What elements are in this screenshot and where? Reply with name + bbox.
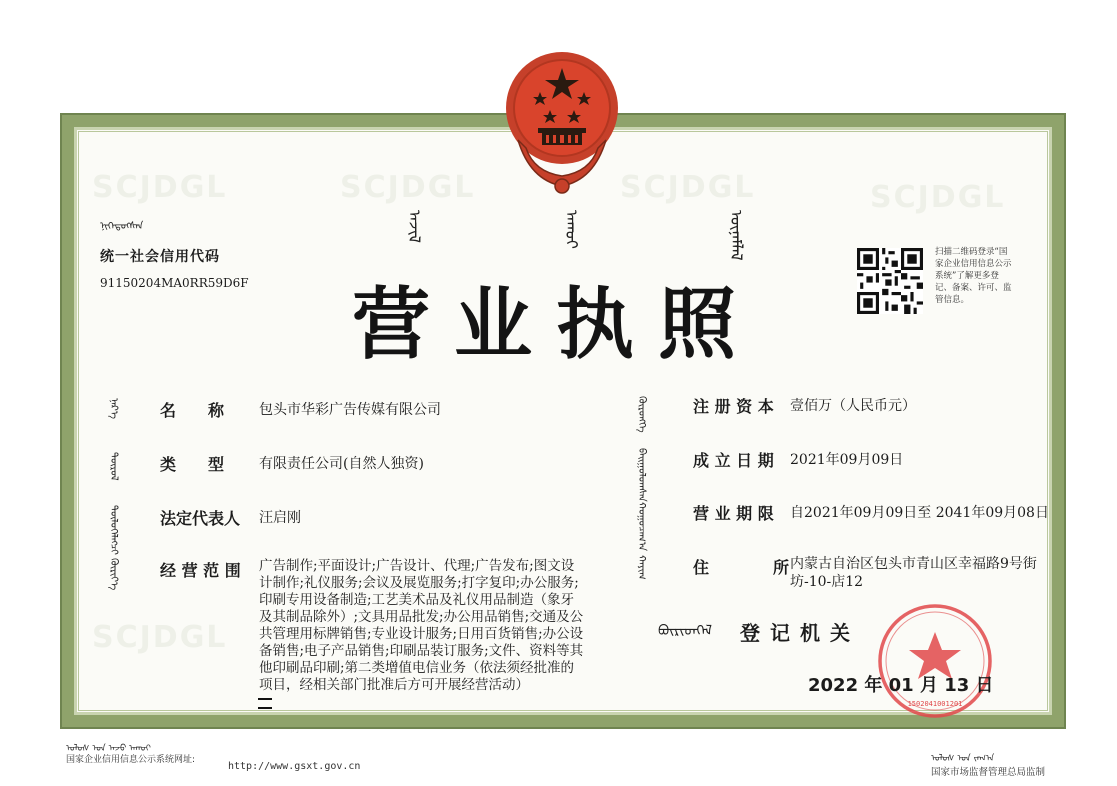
scope-value: 广告制作;平面设计;广告设计、代理;广告发布;图文设计制作;礼仪服务;会议及展览服务;打字复印;办公服务;印刷专用设备制造;工艺美术品及礼仪用品制造（象牙及其制品除外）;文具用品批发;办公用品销售;交通及公共管理用标牌销售;专业设计服务;日用百货销售;办公设备销售;电子产品销售;印刷品装订服务;文件、资料等其他印刷品印刷;第二类增值电信业务（依法须经批准的项目，经相关部门批准后方可开展经营活动） <box>259 558 584 693</box>
issue-date: 2022 年 01 月 13 日 <box>808 675 994 696</box>
legal-rep-value: 汪启刚 <box>259 510 301 526</box>
type-value: 有限责任公司(自然人独资) <box>259 456 424 472</box>
national-emblem <box>500 40 624 198</box>
legal-rep-label: 法定代表人 <box>160 509 241 528</box>
name-label: 名 称 <box>160 401 225 420</box>
mongolian-script-name: ᠨᠡᠷ᠎ᠡ <box>108 398 119 420</box>
mongolian-script-scope: ᠬᠦᠷᠢᠶ᠎ᠡ <box>108 558 119 591</box>
scope-label: 经 营 范 围 <box>160 561 241 580</box>
footer-url[interactable]: http://www.gsxt.gov.cn <box>228 761 361 772</box>
address-value: 内蒙古自治区包头市青山区幸福路9号街坊-10-店12 <box>790 556 1037 590</box>
authority-label: 登记机关 <box>740 621 860 645</box>
mongolian-script-title-right: ᠦᠨᠡᠮᠯᠡᠯ <box>727 210 746 261</box>
background-watermark: SCJDGL <box>92 170 228 205</box>
qr-code[interactable] <box>857 248 923 314</box>
qr-note: 扫描二维码登录“国家企业信用信息公示系统”了解更多登记、备案、许可、监管信息。 <box>935 247 1012 305</box>
address-label: 住 所 <box>693 558 790 577</box>
mongolian-script-legal-rep: ᠲᠥᠯᠥᠭᠡᠯᠡᠭᠴᠢ <box>108 505 119 555</box>
term-label: 营 业 期 限 <box>693 504 774 523</box>
name-value: 包头市华彩广告传媒有限公司 <box>259 402 441 418</box>
official-seal <box>876 602 994 720</box>
background-watermark: SCJDGL <box>340 170 476 205</box>
established-value: 2021年09月09日 <box>790 452 904 468</box>
term-value: 自2021年09月09日至 2041年09月08日 <box>790 505 1049 521</box>
continuation-mark <box>258 698 272 709</box>
background-watermark: SCJDGL <box>92 620 228 655</box>
mongolian-script-uscc-label: ᠨᠢᠭᠡᠳᠦᠭᠰᠡᠨ <box>100 221 144 232</box>
mongolian-script-address: ᠬᠠᠶᠢᠭ <box>636 555 647 580</box>
mongolian-script-title-mid: ᠠᠬᠤᠢ <box>562 210 581 249</box>
mongolian-script-capital: ᠬᠥᠷᠥᠩᠭᠡ <box>636 396 647 433</box>
capital-label: 注 册 资 本 <box>693 397 774 416</box>
background-watermark: SCJDGL <box>870 180 1006 215</box>
uscc-label: 统一社会信用代码 <box>100 249 220 265</box>
capital-value: 壹佰万（人民币元） <box>790 398 916 414</box>
mongolian-script-footer-left: ᠤᠯᠤᠰ ᠤᠨ ᠠᠵᠤ ᠠᠬᠤᠢ <box>66 744 151 754</box>
footer-site-label: 国家企业信用信息公示系统网址: <box>66 755 196 765</box>
mongolian-script-title-left: ᠠᠵᠢᠯ <box>405 210 424 243</box>
page-title: 营业执照 <box>352 279 761 370</box>
mongolian-script-established: ᠪᠠᠢᠭᠤᠯᠤᠭᠰᠠᠨ <box>636 448 647 502</box>
mongolian-script-term: ᠬᠤᠭᠤᠴᠠᠭ᠎ᠠ <box>636 502 647 552</box>
mongolian-script-footer-right: ᠤᠯᠤᠰ ᠤᠨ ᠵᠠᠬ᠎ᠠ <box>931 754 995 764</box>
footer-issuer: 国家市场监督管理总局监制 <box>931 767 1046 778</box>
mongolian-script-authority: ᠪᠦᠷᠢᠳᠬᠡᠯ <box>658 623 712 639</box>
mongolian-script-type: ᠲᠦᠷᠦᠯ <box>108 452 119 481</box>
established-label: 成 立 日 期 <box>693 451 774 470</box>
seal-code: 1502041001201 <box>907 700 963 708</box>
uscc-value: 91150204MA0RR59D6F <box>100 276 249 290</box>
background-watermark: SCJDGL <box>620 170 756 205</box>
type-label: 类 型 <box>160 455 225 474</box>
